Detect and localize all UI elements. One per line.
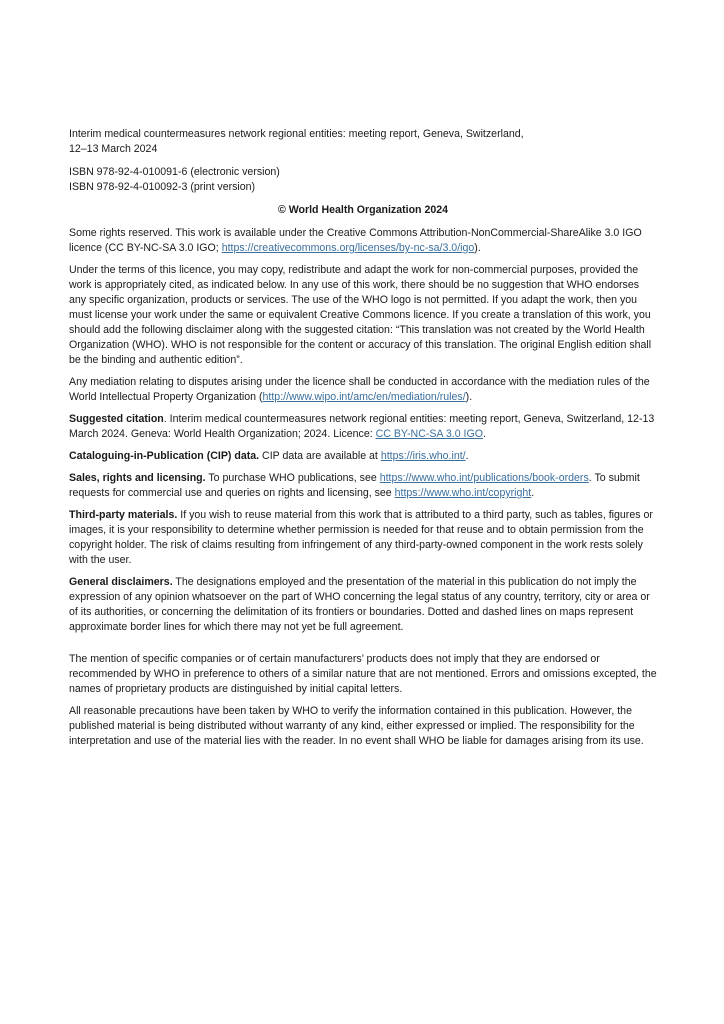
creative-commons-link[interactable]: https://creativecommons.org/licenses/by-nc-sa/3.0/igo	[221, 242, 475, 254]
copyright-notice: © World Health Organization 2024	[277, 204, 449, 216]
citation-text: . Interim medical countermeasures network regional entities: meeting report, Geneva, Switzerland, 12-13 March 2024. Geneva: World Health Organization; 2024. Licence:	[69, 413, 655, 440]
sales-paragraph	[69, 471, 657, 501]
isbn-electronic: ISBN 978-92-4-010091-6 (electronic version)	[69, 166, 280, 178]
isbn-print: ISBN 978-92-4-010092-3 (print version)	[69, 181, 256, 193]
isbn-block	[69, 165, 657, 195]
licence-terms-paragraph: Under the terms of this licence, you may copy, redistribute and adapt the work for non-commercial purposes, provided the work is appropriately cited, as indicated below. In any use of this work, there should be no suggestion that WHO endorses any specific organization, products or services. The use of the WHO logo is not permitted. If you adapt the work, then you must license your work under the same or equivalent Creative Commons licence. If you create a translation of this work, you should add the following disclaimer along with the suggested citation: “This translation was not created by the World Health Organization (WHO). WHO is not responsible for the content or accuracy of this translation. The original English edition shall be the binding and authentic edition”.	[69, 264, 652, 366]
disclaimers-text: The designations employed and the presentation of the material in this publication do not imply the expression of any opinion whatsoever on the part of WHO concerning the legal status of any country, territory, city or area or of its authorities, or concerning the delimitation of its frontiers or boundaries. Dotted and dashed lines on maps represent approximate border lines for which there may not yet be full agreement.	[69, 576, 650, 633]
rights-text: Some rights reserved. This work is available under the Creative Commons Attribution-NonCommercial-ShareAlike 3.0 IGO licence (CC BY-NC-SA 3.0 IGO;	[69, 227, 642, 254]
sales-label: Sales, rights and licensing.	[69, 472, 206, 484]
citation-end: .	[482, 428, 486, 440]
third-party-label: Third-party materials.	[69, 509, 178, 521]
mediation-end: ).	[465, 391, 473, 403]
mediation-paragraph	[69, 375, 657, 405]
report-title	[69, 127, 657, 157]
copyright-page	[69, 127, 657, 756]
precautions-paragraph: All reasonable precautions have been taken by WHO to verify the information contained in this publication. However, the published material is being distributed without warranty of any kind, either expressed or implied. The responsibility for the interpretation and use of the material lies with the reader. In no event shall WHO be liable for damages arising from its use.	[69, 705, 644, 747]
rights-end: ).	[474, 242, 481, 254]
disclaimers-label: General disclaimers.	[69, 576, 173, 588]
iris-link[interactable]: https://iris.who.int/	[380, 450, 466, 462]
licence-link[interactable]: CC BY-NC-SA 3.0 IGO	[375, 428, 483, 440]
citation-paragraph	[69, 412, 657, 442]
copyright-link[interactable]: https://www.who.int/copyright	[394, 487, 532, 499]
sales-end: .	[531, 487, 535, 499]
wipo-link[interactable]: http://www.wipo.int/amc/en/mediation/rules/	[262, 391, 466, 403]
cip-paragraph	[69, 449, 657, 464]
paragraph-spacer	[69, 642, 657, 652]
citation-label: Suggested citation	[69, 413, 164, 425]
cip-end: .	[465, 450, 469, 462]
third-party-paragraph	[69, 508, 657, 568]
cip-label: Cataloguing-in-Publication (CIP) data.	[69, 450, 260, 462]
mediation-text: Any mediation relating to disputes arising under the licence shall be conducted in accordance with the mediation rules of the World Intellectual Property Organization (	[69, 376, 650, 403]
cip-text: CIP data are available at	[259, 450, 381, 462]
report-title-line-1: Interim medical countermeasures network regional entities: meeting report, Geneva, Switzerland,	[69, 128, 524, 140]
rights-paragraph	[69, 226, 657, 256]
disclaimers-paragraph	[69, 575, 657, 635]
report-title-line-2: 12–13 March 2024	[69, 143, 158, 155]
sales-text-2: . To submit requests for commercial use and queries on rights and licensing, see	[69, 472, 640, 499]
book-orders-link[interactable]: https://www.who.int/publications/book-orders	[379, 472, 589, 484]
manufacturers-paragraph: The mention of specific companies or of certain manufacturers’ products does not imply that they are endorsed or recommended by WHO in preference to others of a similar nature that are not mentioned. Errors and omissions excepted, the names of proprietary products are distinguished by initial capital letters.	[69, 653, 657, 695]
third-party-text: If you wish to reuse material from this work that is attributed to a third party, such as tables, figures or images, it is your responsibility to determine whether permission is needed for that reuse and to obtain permission from the copyright holder. The risk of claims resulting from infringement of any third-party-owned component in the work rests solely with the user.	[69, 509, 653, 566]
sales-text: To purchase WHO publications, see	[205, 472, 380, 484]
